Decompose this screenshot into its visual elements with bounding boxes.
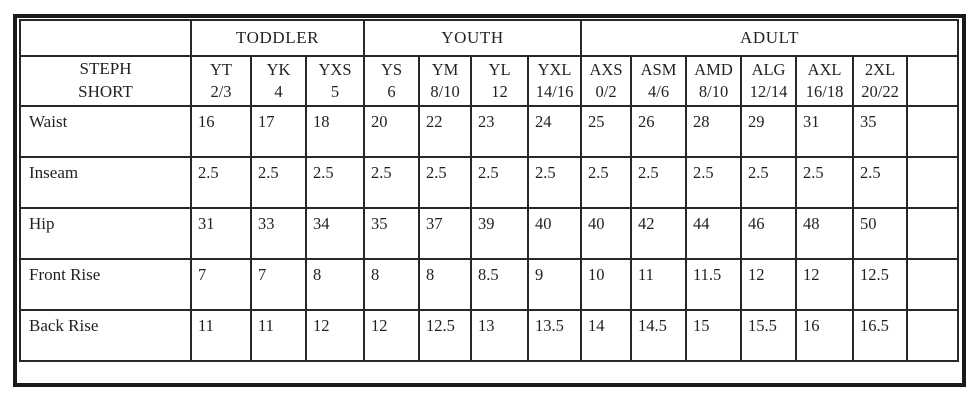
data-cell: 12.5 (419, 310, 471, 361)
data-cell: 2.5 (741, 157, 796, 208)
row-header-title (20, 56, 191, 106)
group-header-youth: YOUTH (364, 20, 581, 56)
size-number: 8/10 (430, 82, 460, 101)
data-cell: 9 (528, 259, 581, 310)
data-cell: 8 (306, 259, 364, 310)
size-number: 12 (491, 82, 508, 101)
size-code: YK (266, 59, 291, 79)
empty-cell (907, 208, 958, 259)
data-cell: 37 (419, 208, 471, 259)
size-header-asm (631, 56, 686, 106)
data-cell: 31 (191, 208, 251, 259)
empty-header-cell (907, 56, 958, 106)
data-cell: 12 (796, 259, 853, 310)
row-header-line1: STEPH (79, 59, 132, 79)
data-cell: 2.5 (419, 157, 471, 208)
row-label: Back Rise (20, 310, 191, 361)
size-code: ASM (640, 59, 677, 79)
size-number: 12/14 (749, 82, 788, 101)
size-number: 4/6 (647, 82, 670, 101)
data-cell: 12 (364, 310, 419, 361)
data-cell: 46 (741, 208, 796, 259)
size-header-alg (741, 56, 796, 106)
data-cell: 2.5 (364, 157, 419, 208)
size-header-yxl (528, 56, 581, 106)
data-cell: 2.5 (251, 157, 306, 208)
data-cell: 8 (419, 259, 471, 310)
data-cell: 12 (741, 259, 796, 310)
corner-cell (20, 20, 191, 56)
data-cell: 2.5 (853, 157, 907, 208)
size-code: ALG (751, 59, 786, 79)
data-cell: 11 (191, 310, 251, 361)
data-cell: 7 (191, 259, 251, 310)
size-code: AXL (807, 59, 842, 79)
data-cell: 14.5 (631, 310, 686, 361)
data-cell: 33 (251, 208, 306, 259)
data-cell: 2.5 (306, 157, 364, 208)
size-header-yxs (306, 56, 364, 106)
data-cell: 23 (471, 106, 528, 157)
empty-cell (907, 259, 958, 310)
size-header-ym (419, 56, 471, 106)
group-header-adult: ADULT (581, 20, 958, 56)
table-row-back-rise (20, 310, 958, 361)
data-cell: 10 (581, 259, 631, 310)
data-cell: 34 (306, 208, 364, 259)
data-cell: 50 (853, 208, 907, 259)
size-header-amd (686, 56, 741, 106)
size-number: 4 (274, 82, 283, 101)
data-cell: 16 (796, 310, 853, 361)
size-header-yl (471, 56, 528, 106)
empty-cell (907, 310, 958, 361)
data-cell: 13 (471, 310, 528, 361)
table-row-front-rise (20, 259, 958, 310)
size-code: 2XL (864, 59, 896, 79)
size-header-axl (796, 56, 853, 106)
size-code: YL (488, 59, 511, 79)
data-cell: 26 (631, 106, 686, 157)
size-number: 8/10 (698, 82, 729, 101)
data-cell: 2.5 (581, 157, 631, 208)
data-cell: 2.5 (528, 157, 581, 208)
row-label: Inseam (20, 157, 191, 208)
data-cell: 35 (364, 208, 419, 259)
size-code: AMD (694, 59, 733, 79)
data-cell: 15.5 (741, 310, 796, 361)
data-cell: 15 (686, 310, 741, 361)
data-cell: 2.5 (796, 157, 853, 208)
size-header-ys (364, 56, 419, 106)
data-cell: 44 (686, 208, 741, 259)
size-number: 20/22 (861, 82, 899, 101)
data-cell: 42 (631, 208, 686, 259)
size-code: YT (210, 59, 232, 79)
data-cell: 2.5 (471, 157, 528, 208)
data-cell: 2.5 (686, 157, 741, 208)
data-cell: 2.5 (191, 157, 251, 208)
data-cell: 28 (686, 106, 741, 157)
size-number: 2/3 (210, 82, 232, 101)
size-number: 14/16 (535, 82, 574, 101)
data-cell: 24 (528, 106, 581, 157)
data-cell: 31 (796, 106, 853, 157)
data-cell: 35 (853, 106, 907, 157)
data-cell: 2.5 (631, 157, 686, 208)
group-header-toddler: TODDLER (191, 20, 364, 56)
data-cell: 11 (251, 310, 306, 361)
data-cell: 17 (251, 106, 306, 157)
size-code: YXL (537, 59, 572, 79)
data-cell: 16 (191, 106, 251, 157)
size-header-row (20, 56, 958, 106)
data-cell: 11 (631, 259, 686, 310)
data-cell: 29 (741, 106, 796, 157)
size-number: 0/2 (595, 82, 617, 101)
size-number: 16/18 (805, 82, 844, 101)
data-cell: 20 (364, 106, 419, 157)
data-cell: 7 (251, 259, 306, 310)
row-header-line2: SHORT (78, 82, 133, 101)
size-code: AXS (589, 59, 623, 79)
data-cell: 39 (471, 208, 528, 259)
row-label: Hip (20, 208, 191, 259)
data-cell: 25 (581, 106, 631, 157)
size-chart-table (19, 19, 959, 362)
data-cell: 14 (581, 310, 631, 361)
size-code: YXS (318, 59, 352, 79)
data-cell: 16.5 (853, 310, 907, 361)
table-row-inseam (20, 157, 958, 208)
data-cell: 8.5 (471, 259, 528, 310)
table-row-hip (20, 208, 958, 259)
size-header-yk (251, 56, 306, 106)
size-header-axs (581, 56, 631, 106)
size-code: YS (380, 59, 403, 79)
data-cell: 8 (364, 259, 419, 310)
empty-cell (907, 157, 958, 208)
size-code: YM (431, 59, 459, 79)
size-number: 6 (387, 82, 396, 101)
row-label: Waist (20, 106, 191, 157)
data-cell: 22 (419, 106, 471, 157)
data-cell: 12 (306, 310, 364, 361)
data-cell: 13.5 (528, 310, 581, 361)
row-label: Front Rise (20, 259, 191, 310)
empty-cell (907, 106, 958, 157)
data-cell: 40 (581, 208, 631, 259)
data-cell: 40 (528, 208, 581, 259)
group-header-row (20, 20, 958, 56)
data-cell: 18 (306, 106, 364, 157)
outer-frame (13, 14, 966, 387)
data-cell: 48 (796, 208, 853, 259)
table-row-waist (20, 106, 958, 157)
size-header-2xl (853, 56, 907, 106)
data-cell: 11.5 (686, 259, 741, 310)
data-cell: 12.5 (853, 259, 907, 310)
size-number: 5 (330, 82, 340, 101)
size-header-yt (191, 56, 251, 106)
